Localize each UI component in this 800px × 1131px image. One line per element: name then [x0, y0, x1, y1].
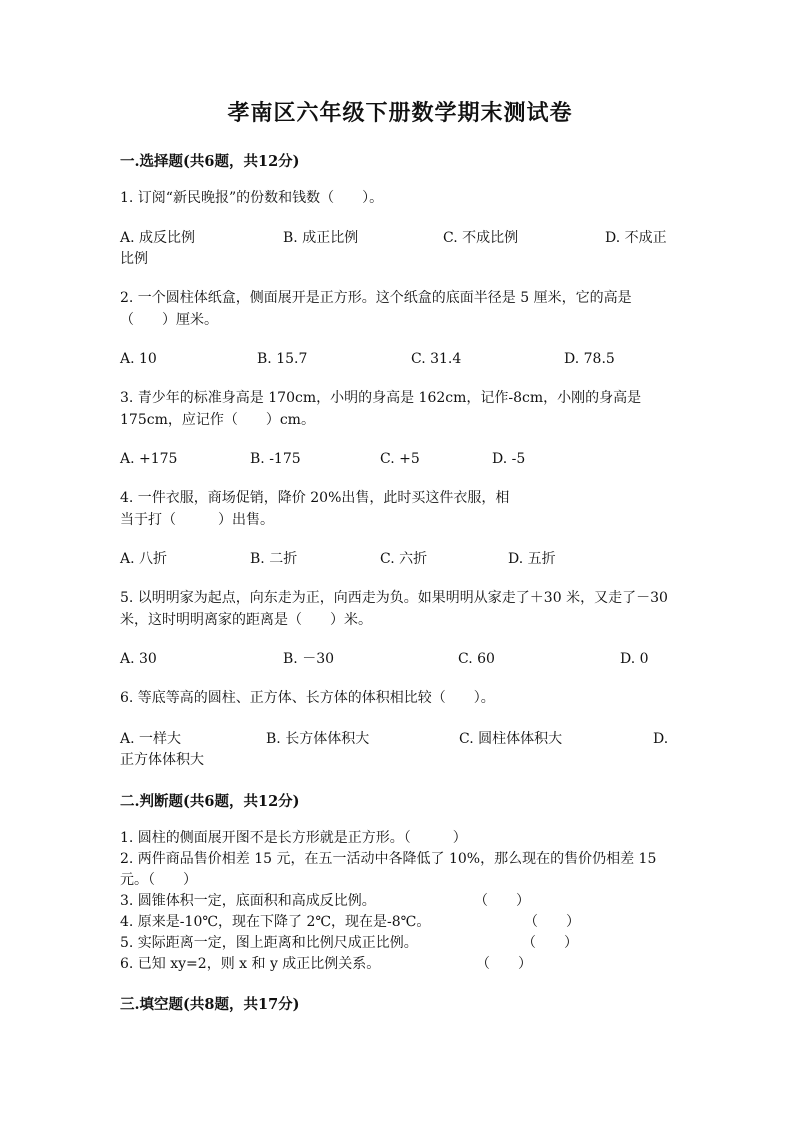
option-d-continued: 比例: [120, 251, 148, 267]
judgement-item: [120, 912, 680, 933]
option-b: B. 二折: [250, 551, 298, 567]
question-text: 1. 订阅“新民晚报”的份数和钱数（ ）。: [120, 190, 384, 206]
judgement-text: 4. 原来是-10℃，现在下降了 2℃，现在是-8℃。: [120, 914, 431, 930]
options-row: [120, 348, 680, 370]
option-d: D. 不成正: [605, 230, 667, 246]
options-row: [120, 728, 680, 750]
option-d: D. 0: [620, 651, 649, 667]
option-c: C. 60: [458, 651, 495, 667]
option-b: B. 长方体体积大: [266, 731, 370, 747]
option-c: C. 圆柱体体积大: [459, 731, 563, 747]
option-b: B. -175: [250, 451, 301, 467]
answer-parentheses: （ ）: [522, 935, 578, 951]
option-c: C. 六折: [380, 551, 428, 567]
option-d: D. 78.5: [564, 351, 615, 367]
option-d: D. -5: [492, 451, 526, 467]
option-a: A. 30: [120, 651, 157, 667]
question-text: 5. 以明明家为起点，向东走为正，向西走为负。如果明明从家走了＋30 米，又走了－30 米，这时明明离家的距离是（ ）米。: [120, 590, 668, 628]
option-d: D.: [653, 731, 669, 747]
section-heading-choice: 一.选择题(共6题，共12分): [120, 153, 300, 170]
option-b: B. 15.7: [257, 351, 308, 367]
option-c: C. 不成比例: [443, 230, 519, 246]
answer-parentheses: （ ）: [524, 914, 580, 930]
judgement-item: [120, 891, 680, 912]
judgement-text: 5. 实际距离一定，图上距离和比例尺成正比例。: [120, 935, 418, 951]
option-a: A. 成反比例: [120, 230, 196, 246]
option-a: A. 八折: [120, 551, 168, 567]
options-row: [120, 648, 680, 670]
judgement-text: 3. 圆锥体积一定，底面积和高成反比例。: [120, 893, 376, 909]
option-a: A. 一样大: [120, 731, 182, 747]
judgement-item: 2. 两件商品售价相差 15 元，在五一活动中各降低了 10%，那么现在的售价仍相差 15 元。（ ）: [120, 851, 657, 888]
options-row: [120, 448, 680, 470]
options-row: [120, 548, 680, 570]
option-c: C. 31.4: [411, 351, 462, 367]
question-text: 6. 等底等高的圆柱、正方体、长方体的体积相比较（ ）。: [120, 690, 495, 706]
section-heading-judgement: 二.判断题(共6题，共12分): [120, 793, 300, 810]
question-text: 2. 一个圆柱体纸盒，侧面展开是正方形。这个纸盒的底面半径是 5 厘米，它的高是（ ）厘米。: [120, 290, 632, 328]
option-b: B. 成正比例: [283, 230, 359, 246]
answer-parentheses: （ ）: [474, 893, 530, 909]
judgement-text: 6. 已知 xy=2，则 x 和 y 成正比例关系。: [120, 956, 381, 972]
option-c: C. +5: [380, 451, 420, 467]
option-d-continued: 正方体体积大: [120, 752, 204, 768]
judgement-item: [120, 954, 680, 975]
option-a: A. 10: [120, 351, 157, 367]
page-title: 孝南区六年级下册数学期末测试卷: [227, 100, 573, 126]
options-row: [120, 227, 680, 249]
question-text: 3. 青少年的标准身高是 170cm，小明的身高是 162cm，记作-8cm，小刚的身高是 175cm，应记作（ ）cm。: [120, 390, 642, 428]
option-b: B. －30: [283, 651, 335, 667]
judgement-item: 1. 圆柱的侧面展开图不是长方形就是正方形。（ ）: [120, 830, 467, 846]
option-a: A. +175: [120, 451, 178, 467]
question-text: 4. 一件衣服，商场促销，降价 20%出售，此时买这件衣服，相当于打（ ）出售。: [120, 490, 510, 528]
option-d: D. 五折: [508, 551, 556, 567]
answer-parentheses: （ ）: [476, 956, 532, 972]
judgement-item: [120, 933, 680, 954]
section-heading-fill-in: 三.填空题(共8题，共17分): [120, 996, 300, 1013]
